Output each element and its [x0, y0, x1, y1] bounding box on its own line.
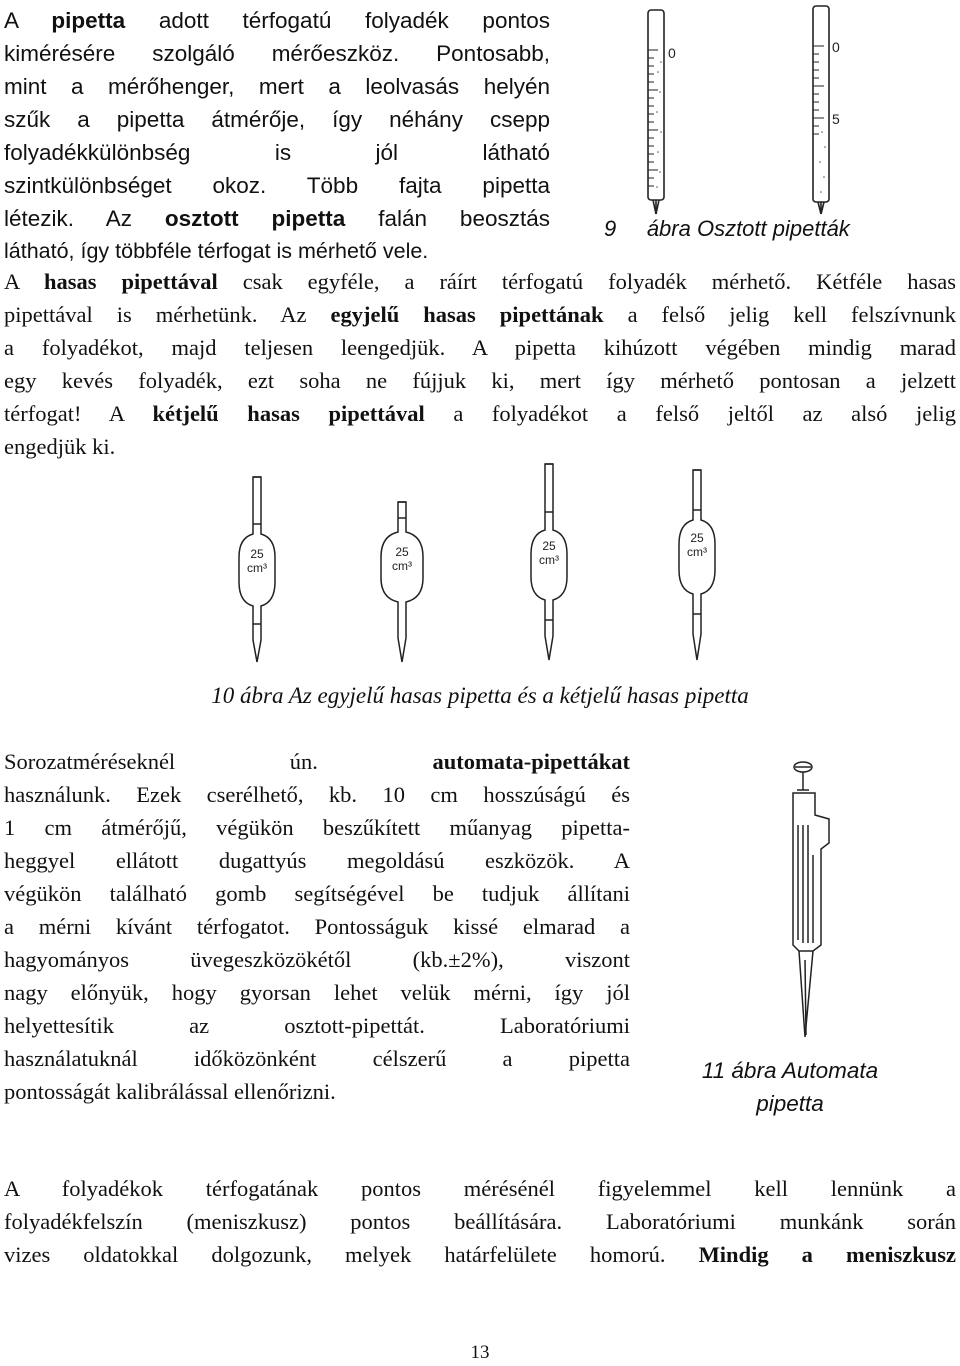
automatic-pipette-paragraph: [4, 745, 630, 1108]
text-line: 1 cm átmérőjű, végükön beszűkített műanyag pipetta-: [4, 815, 630, 840]
figure-11-caption: 11 ábra Automata pipetta: [701, 1058, 879, 1116]
figure-automatic-pipette: [735, 745, 865, 1040]
text-line: A folyadékok térfogatának pontos mérésénél figyelemmel kell lennünk a: [4, 1176, 956, 1201]
text-line: a mérni kívánt térfogatot. Pontosságuk kissé elmarad a: [4, 914, 630, 939]
intro-line: kimérésére szolgáló mérőeszköz. Pontosabb,: [4, 41, 550, 66]
volume-label: 25: [250, 547, 264, 561]
text-line: Sorozatméréseknél ún. automata-pipettákat: [4, 749, 630, 774]
graduation-label: 0: [832, 39, 840, 55]
figure-graduated-pipettes: [600, 2, 930, 217]
text-line: pontosságát kalibrálással ellenőrizni.: [4, 1079, 336, 1104]
intro-line: folyadékkülönbség is jól látható: [4, 140, 550, 165]
text-line: pipettával is mérhetünk. Az egyjelű hasas pipettának a felső jelig kell felszívnunk: [4, 302, 956, 327]
meniscus-paragraph: [4, 1172, 956, 1271]
pipette-left: [648, 10, 664, 214]
text-line: vizes oldatokkal dolgozunk, melyek határfelülete homorú. Mindig a meniszkusz: [4, 1242, 956, 1267]
pipette-right: [813, 6, 829, 214]
volume-label: 25: [690, 531, 704, 545]
text-line: használatuknál időközönként célszerű a pipetta: [4, 1046, 630, 1071]
intro-paragraph: [4, 4, 550, 235]
intro-line: létezik. Az osztott pipetta falán beosztás: [4, 206, 550, 231]
text-line: heggyel ellátott dugattyús megoldású eszközök. A: [4, 848, 630, 873]
volumetric-pipette: [679, 470, 715, 660]
figure-9-caption: 9 ábra Osztott pipetták: [604, 216, 850, 241]
text-line: engedjük ki.: [4, 434, 116, 459]
text-line: A hasas pipettával csak egyféle, a ráírt térfogatú folyadék mérhető. Kétféle hasas: [4, 269, 956, 294]
volumetric-pipette: [381, 502, 423, 662]
unit-label: cm³: [247, 561, 267, 575]
unit-label: cm³: [687, 545, 707, 559]
text-line: folyadékfelszín (meniszkusz) pontos beállítására. Laboratóriumi munkánk során: [4, 1209, 956, 1234]
text-line: végükön található gomb segítségével be tudjuk állítani: [4, 881, 630, 906]
figure-volumetric-pipettes: [215, 462, 735, 672]
intro-line: mint a mérőhenger, mert a leolvasás helyén: [4, 74, 550, 99]
intro-line: szintkülönbséget okoz. Több fajta pipetta: [4, 173, 550, 198]
volumetric-paragraph: [4, 265, 956, 463]
text-line: egy kevés folyadék, ezt soha ne fújjuk ki, mert így mérhető pontosan a jelzett: [4, 368, 956, 393]
text-line: a folyadékot, majd teljesen leengedjük. A pipetta kihúzott végében mindig marad: [4, 335, 956, 360]
page-number: 13: [470, 1342, 490, 1363]
text-line: hagyományos üvegeszközökétől (kb.±2%), viszont: [4, 947, 630, 972]
graduation-label: 0: [668, 45, 676, 61]
text-line: helyettesítik az osztott-pipettát. Laboratóriumi: [4, 1013, 630, 1038]
intro-line: A pipetta adott térfogatú folyadék pontos: [4, 8, 550, 33]
graduation-label: 5: [832, 111, 840, 127]
unit-label: cm³: [539, 553, 559, 567]
volume-label: 25: [542, 539, 556, 553]
intro-last-line: látható, így többféle térfogat is mérhető vele.: [4, 239, 429, 263]
unit-label: cm³: [392, 559, 412, 573]
text-line: használunk. Ezek cserélhető, kb. 10 cm hosszúságú és: [4, 782, 630, 807]
intro-line: szűk a pipetta átmérője, így néhány csepp: [4, 107, 550, 132]
volume-label: 25: [395, 545, 409, 559]
text-line: nagy előnyük, hogy gyorsan lehet velük mérni, így jól: [4, 980, 630, 1005]
text-line: térfogat! A kétjelű hasas pipettával a folyadékot a felső jeltől az alsó jelig: [4, 401, 956, 426]
figure-10-caption: 10 ábra Az egyjelű hasas pipetta és a kétjelű hasas pipetta: [211, 683, 749, 708]
